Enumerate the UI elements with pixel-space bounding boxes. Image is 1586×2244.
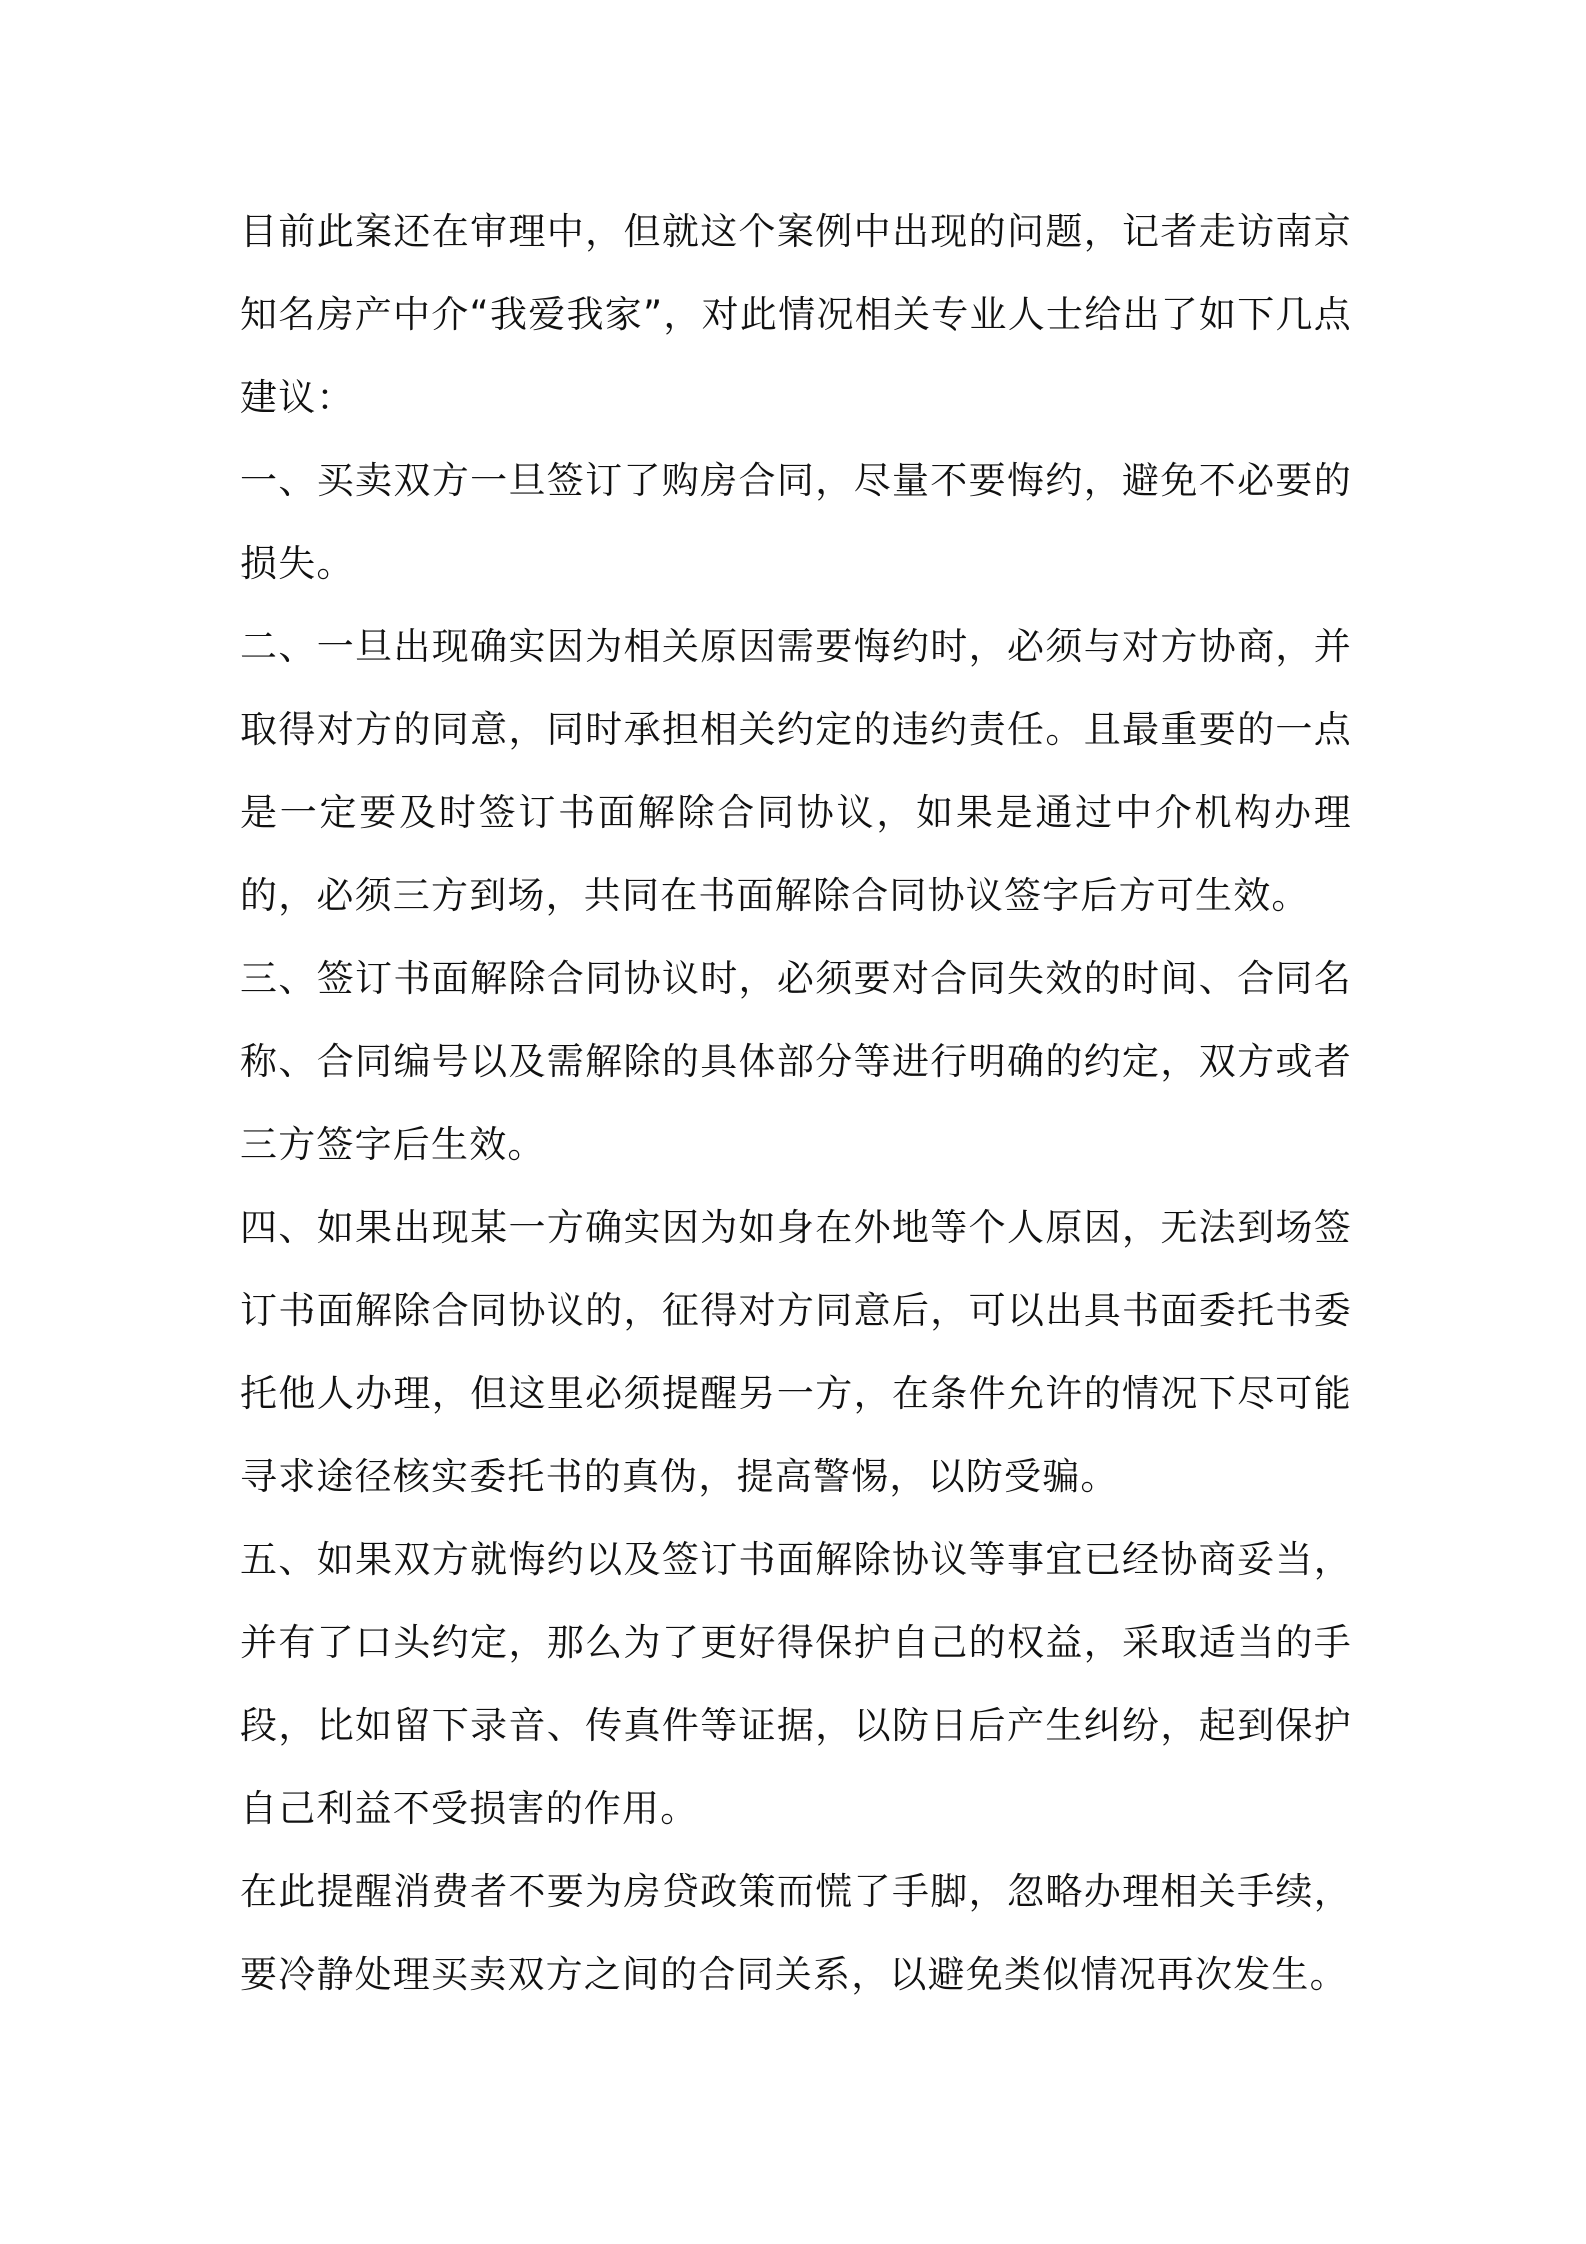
closing-paragraph: 在此提醒消费者不要为房贷政策而慌了手脚，忽略办理相关手续，要冷静处理买卖双方之间的合同关系，以避免类似情况再次发生。: [240, 1870, 1352, 1996]
suggestion-one-paragraph: 一、买卖双方一旦签订了购房合同，尽量不要悔约，避免不必要的损失。: [240, 459, 1352, 585]
intro-paragraph: 目前此案还在审理中，但就这个案例中出现的问题，记者走访南京知名房产中介“我爱我家”，对此情况相关专业人士给出了如下几点建议：: [240, 210, 1352, 419]
document-body: [240, 190, 1352, 2016]
suggestion-five-paragraph: 五、如果双方就悔约以及签订书面解除协议等事宜已经协商妥当，并有了口头约定，那么为了更好得保护自己的权益，采取适当的手段，比如留下录音、传真件等证据，以防日后产生纠纷，起到保护自己利益不受损害的作用。: [240, 1538, 1352, 1830]
suggestion-three-paragraph: 三、签订书面解除合同协议时，必须要对合同失效的时间、合同名称、合同编号以及需解除的具体部分等进行明确的约定，双方或者三方签字后生效。: [240, 957, 1352, 1166]
suggestion-four-paragraph: 四、如果出现某一方确实因为如身在外地等个人原因，无法到场签订书面解除合同协议的，征得对方同意后，可以出具书面委托书委托他人办理，但这里必须提醒另一方，在条件允许的情况下尽可能寻求途径核实委托书的真伪，提高警惕，以防受骗。: [240, 1206, 1352, 1498]
suggestion-two-paragraph: 二、一旦出现确实因为相关原因需要悔约时，必须与对方协商，并取得对方的同意，同时承担相关约定的违约责任。且最重要的一点是一定要及时签订书面解除合同协议，如果是通过中介机构办理的，必须三方到场，共同在书面解除合同协议签字后方可生效。: [240, 625, 1352, 917]
